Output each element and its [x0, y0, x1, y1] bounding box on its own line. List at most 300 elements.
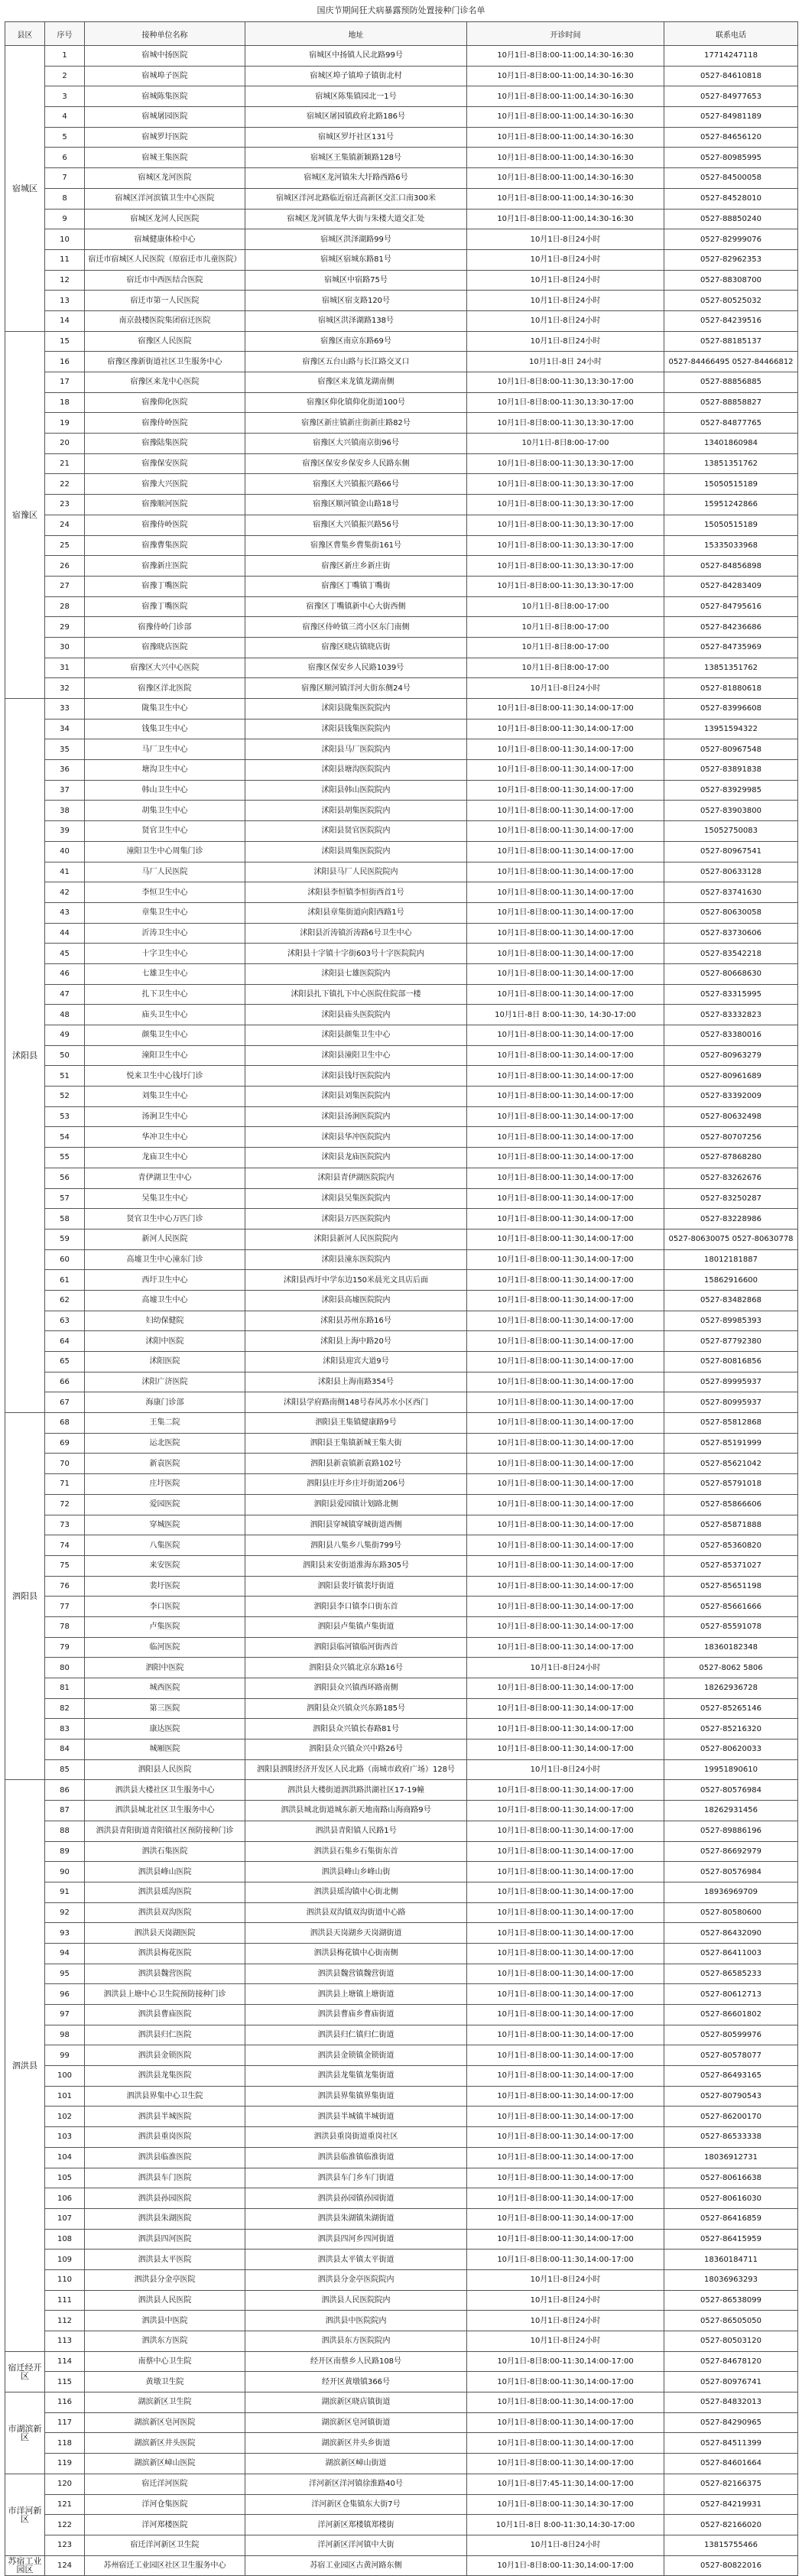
table-row [5, 1698, 798, 1719]
row-number: 111 [45, 2290, 85, 2311]
row-number: 5 [45, 127, 85, 148]
clinic-phone: 0527-83929985 [664, 780, 798, 801]
clinic-phone: 0527-80967541 [664, 841, 798, 862]
row-number: 50 [45, 1045, 85, 1066]
clinic-hours: 10月1日-8日8:00-11:30,14:00-17:00 [467, 923, 664, 944]
clinic-phone: 0527-88185137 [664, 331, 798, 352]
clinic-address: 泗洪县天岗湖乡天岗湖街道 [245, 1923, 467, 1944]
clinic-phone: 0527-80578077 [664, 2045, 798, 2066]
clinic-address: 泗阳县众兴镇众兴中路26号 [245, 1740, 467, 1760]
row-number: 29 [45, 617, 85, 638]
clinic-hours: 10月1日-8日8:00-11:30,14:00-17:00 [467, 2066, 664, 2087]
clinic-hours: 10月1日-8日8:00-11:30,13:30-17:00 [467, 495, 664, 515]
clinic-address: 苏宿工业园区古黄河路东侧 [245, 2555, 467, 2576]
clinic-name: 李口医院 [85, 1597, 245, 1617]
clinic-name: 泗洪县曹庙医院 [85, 2005, 245, 2025]
row-number: 63 [45, 1311, 85, 1331]
row-number: 103 [45, 2127, 85, 2148]
clinic-hours: 10月1日-8日8:00-11:00,14:30-16:30 [467, 168, 664, 189]
clinic-name: 泗洪县城北社区卫生服务中心 [85, 1801, 245, 1821]
clinic-name: 宿迁洋河医院 [85, 2474, 245, 2494]
table-row [5, 1862, 798, 1882]
clinic-name: 湖滨新区卫生院 [85, 2392, 245, 2413]
table-row [5, 2331, 798, 2352]
clinic-phone: 0527-89995937 [664, 1372, 798, 1392]
clinic-phone: 0527-83315995 [664, 984, 798, 1005]
row-number: 42 [45, 882, 85, 903]
clinic-address: 泗洪县太平镇太平街道 [245, 2250, 467, 2270]
row-number: 80 [45, 1658, 85, 1678]
clinic-name: 泗洪县归仁医院 [85, 2025, 245, 2045]
row-number: 120 [45, 2474, 85, 2494]
clinic-name: 城厢医院 [85, 1740, 245, 1760]
table-row [5, 1127, 798, 1148]
clinic-phone: 0527-83996608 [664, 699, 798, 720]
clinic-phone: 0527-87868280 [664, 1148, 798, 1168]
clinic-phone: 0527-89985393 [664, 1311, 798, 1331]
clinic-name: 临河医院 [85, 1637, 245, 1658]
clinic-hours: 10月1日-8日8:00-11:30,13:30-17:00 [467, 576, 664, 596]
table-row [5, 2005, 798, 2025]
clinic-hours: 10月1日-8日8:00-11:30,14:00-17:00 [467, 1270, 664, 1291]
clinic-phone: 0527-81880618 [664, 678, 798, 699]
clinic-name: 刘集卫生中心 [85, 1087, 245, 1107]
table-row [5, 1964, 798, 1984]
row-number: 109 [45, 2250, 85, 2270]
table-row [5, 434, 798, 454]
clinic-name: 贤官卫生中心 [85, 821, 245, 842]
clinic-name: 泗洪县中医院 [85, 2311, 245, 2331]
clinic-phone: 0527-83392009 [664, 1087, 798, 1107]
clinic-address: 沭阳县七雄医院院内 [245, 963, 467, 984]
row-number: 72 [45, 1494, 85, 1515]
clinic-hours: 10月1日-8日24小时 [467, 291, 664, 311]
clinic-name: 宿豫顺河医院 [85, 495, 245, 515]
clinic-hours: 10月1日-8日8:00-11:30,14:00-17:00 [467, 1045, 664, 1066]
clinic-name: 泗阳县人民医院 [85, 1759, 245, 1780]
clinic-address: 沭阳县潼阳卫生中心 [245, 1045, 467, 1066]
clinic-phone: 0527-85791018 [664, 1474, 798, 1495]
clinic-hours: 10月1日-8日8:00-11:30,14:00-17:00 [467, 944, 664, 964]
table-row [5, 2290, 798, 2311]
clinic-name: 宿豫侍岭门诊部 [85, 617, 245, 638]
clinic-address: 沭阳县十字镇十字街603号十字医院院内 [245, 944, 467, 964]
clinic-phone: 0527-84511399 [664, 2433, 798, 2454]
clinic-name: 湖滨新区井头医院 [85, 2433, 245, 2454]
row-number: 71 [45, 1474, 85, 1495]
clinic-name: 黄墩卫生院 [85, 2372, 245, 2392]
table-row [5, 413, 798, 434]
clinic-hours: 10月1日-8日8:00-11:30,14:30-17:00 [467, 2494, 664, 2515]
clinic-phone: 0527-85621042 [664, 1454, 798, 1474]
clinic-phone: 0527-80576984 [664, 1862, 798, 1882]
clinic-name: 悦来卫生中心钱圩门诊 [85, 1066, 245, 1087]
clinic-address: 宿豫区顺河镇洋河大街东侧24号 [245, 678, 467, 699]
table-row [5, 1454, 798, 1474]
clinic-hours: 10月1日-8日8:00-11:30,14:00-17:00 [467, 1209, 664, 1230]
clinic-address: 宿豫区顺河镇金山路18号 [245, 495, 467, 515]
clinic-phone: 0527-80632498 [664, 1106, 798, 1127]
clinic-address: 宿城区陈集镇园北一1号 [245, 86, 467, 107]
clinic-name: 泗洪县临淮医院 [85, 2147, 245, 2168]
clinic-name: 颜集卫生中心 [85, 1025, 245, 1046]
clinic-address: 泗洪县青阳镇人民路1号 [245, 1821, 467, 1841]
clinic-phone: 0527-85661666 [664, 1597, 798, 1617]
row-number: 104 [45, 2147, 85, 2168]
clinic-phone: 15050515189 [664, 515, 798, 535]
clinic-phone: 0527-80599976 [664, 2025, 798, 2045]
clinic-phone: 0527-86416859 [664, 2208, 798, 2229]
table-row [5, 46, 798, 67]
table-row [5, 1087, 798, 1107]
table-row [5, 1555, 798, 1576]
row-number: 99 [45, 2045, 85, 2066]
clinic-name: 吴集卫生中心 [85, 1188, 245, 1209]
clinic-phone: 0527-86601802 [664, 2005, 798, 2025]
clinic-address: 宿豫区侍岭镇三湾小区东门南侧 [245, 617, 467, 638]
clinic-name: 泗阳中医院 [85, 1658, 245, 1678]
row-number: 108 [45, 2229, 85, 2250]
clinic-hours: 10月1日-8日8:00-11:30,14:00-17:00 [467, 2372, 664, 2392]
clinic-hours: 10月1日-8日8:00-11:30,14:00-17:00 [467, 2188, 664, 2209]
clinic-phone: 0527-84832013 [664, 2392, 798, 2413]
row-number: 67 [45, 1392, 85, 1413]
row-number: 41 [45, 862, 85, 882]
clinic-hours: 10月1日-8日8:00-11:00,14:30-16:30 [467, 66, 664, 86]
table-row [5, 658, 798, 678]
clinic-name: 沭阳广济医院 [85, 1372, 245, 1392]
table-row [5, 678, 798, 699]
clinic-name: 沭阳医院 [85, 1352, 245, 1372]
row-number: 28 [45, 596, 85, 617]
clinic-address: 泗洪县大楼街道泗洪路洪湖社区17-19幢 [245, 1780, 467, 1801]
table-row [5, 1168, 798, 1188]
table-row [5, 617, 798, 638]
table-row [5, 1597, 798, 1617]
table-row [5, 1984, 798, 2005]
clinic-name: 西圩卫生中心 [85, 1270, 245, 1291]
clinic-phone: 0527-86505050 [664, 2311, 798, 2331]
clinic-address: 泗洪县石集乡石集街东首 [245, 1841, 467, 1862]
table-row [5, 2311, 798, 2331]
row-number: 58 [45, 1209, 85, 1230]
clinic-name: 康达医院 [85, 1719, 245, 1740]
clinic-address: 泗阳县八集乡八集街799号 [245, 1535, 467, 1556]
clinic-phone: 17714247118 [664, 46, 798, 67]
clinic-name: 宿城区龙河人民医院 [85, 209, 245, 229]
clinic-address: 宿城区王集镇新颖路128号 [245, 148, 467, 168]
clinic-phone: 0527-80995937 [664, 1392, 798, 1413]
table-row [5, 2392, 798, 2413]
clinic-address: 宿城区宿城东路81号 [245, 249, 467, 270]
table-row [5, 2535, 798, 2555]
table-row [5, 495, 798, 515]
table-row [5, 576, 798, 596]
table-row [5, 739, 798, 760]
clinic-hours: 10月1日-8日24小时 [467, 249, 664, 270]
clinic-hours: 10月1日-8日8:00-11:30,14:00-17:00 [467, 963, 664, 984]
clinic-phone: 0527-80707256 [664, 1127, 798, 1148]
table-row [5, 2269, 798, 2290]
row-number: 81 [45, 1678, 85, 1699]
clinic-hours: 10月1日-8日8:00-11:30,14:00-17:00 [467, 1311, 664, 1331]
clinic-hours: 10月1日-8日24小时 [467, 331, 664, 352]
clinic-hours: 10月1日-8日8:00-11:30,14:00-17:00 [467, 1535, 664, 1556]
clinic-name: 宿迁市中西医结合医院 [85, 270, 245, 291]
row-number: 94 [45, 1943, 85, 1964]
clinic-hours: 10月1日-8日8:00-11:30,14:00-17:00 [467, 2208, 664, 2229]
clinic-phone: 0527-80576984 [664, 1780, 798, 1801]
row-number: 123 [45, 2535, 85, 2555]
clinic-hours: 10月1日-8日8:00-11:30,14:00-17:00 [467, 1698, 664, 1719]
clinic-hours: 10月1日-8日24小时 [467, 1658, 664, 1678]
clinic-address: 宿豫区仰化镇仰化街道100号 [245, 392, 467, 413]
clinic-hours: 10月1日-8日8:00-11:30,14:00-17:00 [467, 841, 664, 862]
clinic-hours: 10月1日-8日8:00-11:30,14:00-17:00 [467, 760, 664, 781]
clinic-address: 沭阳县颜集卫生中心 [245, 1025, 467, 1046]
clinic-name: 塘沟卫生中心 [85, 760, 245, 781]
row-number: 75 [45, 1555, 85, 1576]
clinic-hours: 10月1日-8日8:00-11:30,14:00-17:00 [467, 2392, 664, 2413]
clinic-address: 沭阳县李恒镇李恒街西首1号 [245, 882, 467, 903]
clinic-hours: 10月1日-8日8:00-11:30,14:00-17:00 [467, 2250, 664, 2270]
clinic-hours: 10月1日-8日8:00-11:30,14:00-17:00 [467, 2555, 664, 2576]
row-number: 91 [45, 1882, 85, 1902]
row-number: 60 [45, 1249, 85, 1270]
clinic-hours: 10月1日-8日8:00-17:00 [467, 658, 664, 678]
table-row [5, 2412, 798, 2433]
clinic-name: 宿豫保安医院 [85, 453, 245, 474]
clinic-phone: 0527-80620033 [664, 1740, 798, 1760]
clinic-phone: 0527-80967548 [664, 739, 798, 760]
clinic-phone: 0527-80503120 [664, 2331, 798, 2352]
row-number: 47 [45, 984, 85, 1005]
county-cell: 苏宿工业园区 [5, 2555, 45, 2576]
clinic-phone: 0527-80985995 [664, 148, 798, 168]
clinic-name: 宿城健康体检中心 [85, 229, 245, 250]
clinic-address: 沭阳县章集街道向阳西路1号 [245, 902, 467, 923]
clinic-name: 八集医院 [85, 1535, 245, 1556]
clinic-address: 宿豫区新庄镇新庄街新庄路82号 [245, 413, 467, 434]
clinic-name: 海康门诊部 [85, 1392, 245, 1413]
clinic-phone: 0527-84656120 [664, 127, 798, 148]
clinic-address: 洋河新区洋河镇徐淮路40号 [245, 2474, 467, 2494]
clinic-phone: 0527-85812868 [664, 1413, 798, 1434]
row-number: 78 [45, 1616, 85, 1637]
clinic-name: 苏州宿迁工业园区社区卫生服务中心 [85, 2555, 245, 2576]
clinic-hours: 10月1日-8日8:00-11:30,14:00-17:00 [467, 1494, 664, 1515]
clinic-phone: 0527-82166020 [664, 2515, 798, 2535]
county-cell: 市洋河新区 [5, 2474, 45, 2555]
row-number: 84 [45, 1740, 85, 1760]
clinic-address: 泗洪县临淮镇临淮街道 [245, 2147, 467, 2168]
clinic-phone: 0527-80816856 [664, 1352, 798, 1372]
row-number: 52 [45, 1087, 85, 1107]
clinic-hours: 10月1日-8日8:00-11:30,14:00-17:00 [467, 1454, 664, 1474]
clinic-name: 沂涛卫生中心 [85, 923, 245, 944]
clinic-name: 泗洪县四河医院 [85, 2229, 245, 2250]
clinic-address: 沭阳县贤官医院院内 [245, 821, 467, 842]
clinic-name: 宿迁市宿城区人民医院（原宿迁市儿童医院） [85, 249, 245, 270]
clinic-address: 沭阳县吴集医院院内 [245, 1188, 467, 1209]
table-row [5, 1331, 798, 1352]
table-row [5, 310, 798, 331]
clinic-phone: 18360182348 [664, 1637, 798, 1658]
clinic-address: 宿城区中宿路75号 [245, 270, 467, 291]
clinic-hours: 10月1日-8日8:00-17:00 [467, 596, 664, 617]
county-cell: 宿豫区 [5, 331, 45, 698]
clinic-name: 泗洪东方医院 [85, 2331, 245, 2352]
clinic-address: 沭阳县马厂人民医院院内 [245, 862, 467, 882]
clinic-address: 经开区黄墩镇366号 [245, 2372, 467, 2392]
clinic-address: 宿城区洪泽湖路138号 [245, 310, 467, 331]
clinic-hours: 10月1日-8日8:00-11:30,14:00-17:00 [467, 1331, 664, 1352]
clinic-hours: 10月1日-8日 8:00-11:30, 14:30-17:00 [467, 1005, 664, 1025]
clinic-phone: 0527-80580600 [664, 1902, 798, 1923]
row-number: 8 [45, 188, 85, 209]
clinic-address: 泗洪县分金亭医院院内 [245, 2269, 467, 2290]
table-row [5, 1433, 798, 1454]
clinic-phone: 0527-80976741 [664, 2372, 798, 2392]
clinic-name: 宿城王集医院 [85, 148, 245, 168]
clinic-hours: 10月1日-8日8:00-11:30,14:00-17:00 [467, 1290, 664, 1311]
row-number: 37 [45, 780, 85, 801]
row-number: 83 [45, 1719, 85, 1740]
table-row [5, 801, 798, 821]
clinic-address: 泗洪县孙园镇孙园街道 [245, 2188, 467, 2209]
clinic-phone: 0527-83332823 [664, 1005, 798, 1025]
table-row [5, 637, 798, 658]
clinic-phone: 15951242866 [664, 495, 798, 515]
row-number: 21 [45, 453, 85, 474]
clinic-name: 宿城埠子医院 [85, 66, 245, 86]
clinic-address: 沭阳县钱圩医院院内 [245, 1066, 467, 1087]
clinic-phone: 0527-84856898 [664, 556, 798, 577]
clinic-name: 宿豫陆集医院 [85, 434, 245, 454]
header-address: 地址 [245, 22, 467, 46]
clinic-hours: 10月1日-8日8:00-11:30,14:00-17:00 [467, 1555, 664, 1576]
clinic-address: 泗阳县新袁镇新袁路102号 [245, 1454, 467, 1474]
clinic-address: 泗洪县双沟镇双沟街道中心路 [245, 1902, 467, 1923]
clinic-hours: 10月1日-8日8:00-11:30,14:00-17:00 [467, 1168, 664, 1188]
table-row [5, 2555, 798, 2576]
clinic-name: 华冲卫生中心 [85, 1127, 245, 1148]
clinic-phone: 0527-89886196 [664, 1821, 798, 1841]
clinic-phone: 0527-84977653 [664, 86, 798, 107]
table-row [5, 882, 798, 903]
clinic-hours: 10月1日-8日8:00-11:30,14:00-17:00 [467, 1249, 664, 1270]
clinic-name: 泗洪县金锁医院 [85, 2045, 245, 2066]
clinic-hours: 10月1日-8日8:00-11:30,14:00-17:00 [467, 1923, 664, 1944]
table-row [5, 2066, 798, 2087]
clinic-hours: 10月1日-8日8:00-11:30,14:00-17:00 [467, 2086, 664, 2107]
row-number: 4 [45, 107, 85, 128]
table-row [5, 535, 798, 556]
clinic-name: 宿迁洋河新区卫生院 [85, 2535, 245, 2555]
clinic-name: 泗洪县魏营医院 [85, 1964, 245, 1984]
clinic-name: 宿豫区豫新街道社区卫生服务中心 [85, 352, 245, 372]
clinic-name: 高墟卫生中心 [85, 1290, 245, 1311]
clinic-phone: 0527-84528010 [664, 188, 798, 209]
clinic-address: 泗洪县朱湖镇朱湖街道 [245, 2208, 467, 2229]
clinic-address: 泗阳县李口镇李口街东首 [245, 1597, 467, 1617]
clinic-phone: 0527-83730606 [664, 923, 798, 944]
clinic-hours: 10月1日-8日8:00-17:00 [467, 637, 664, 658]
clinic-phone: 0527-85265146 [664, 1698, 798, 1719]
row-number: 34 [45, 719, 85, 739]
table-row [5, 1352, 798, 1372]
header-no: 序号 [45, 22, 85, 46]
clinic-phone: 0527-83380016 [664, 1025, 798, 1046]
table-row [5, 107, 798, 128]
table-row [5, 1249, 798, 1270]
clinic-hours: 10月1日-8日8:00-11:30,14:00-17:00 [467, 1984, 664, 2005]
clinic-phone: 0527-83542218 [664, 944, 798, 964]
table-row [5, 1740, 798, 1760]
row-number: 85 [45, 1759, 85, 1780]
clinic-address: 泗洪县东方医院院内 [245, 2331, 467, 2352]
table-row [5, 1658, 798, 1678]
clinic-address: 宿豫区来龙镇龙湖南侧 [245, 372, 467, 393]
clinic-address: 泗阳县泗阳经济开发区人民北路（南城市政府广场）128号 [245, 1759, 467, 1780]
row-number: 92 [45, 1902, 85, 1923]
row-number: 19 [45, 413, 85, 434]
row-number: 11 [45, 249, 85, 270]
table-row [5, 1719, 798, 1740]
clinic-hours: 10月1日-8日8:00-11:30,14:00-17:00 [467, 1413, 664, 1434]
clinic-address: 沭阳县上海中路20号 [245, 1331, 467, 1352]
row-number: 2 [45, 66, 85, 86]
clinic-address: 宿城区罗圩社区131号 [245, 127, 467, 148]
clinic-address: 泗阳县卢集镇卢集街道 [245, 1616, 467, 1637]
table-row [5, 2127, 798, 2148]
clinic-name: 妇幼保健院 [85, 1311, 245, 1331]
clinic-hours: 10月1日-8日8:00-11:30,14:00-17:00 [467, 2168, 664, 2188]
row-number: 15 [45, 331, 85, 352]
row-number: 36 [45, 760, 85, 781]
row-number: 55 [45, 1148, 85, 1168]
table-row [5, 1148, 798, 1168]
clinic-phone: 0527-85191999 [664, 1433, 798, 1454]
clinic-phone: 0527-83262676 [664, 1168, 798, 1188]
clinic-address: 宿豫区保安乡人民路1039号 [245, 658, 467, 678]
clinic-address: 宿城区屠园镇政府北路186号 [245, 107, 467, 128]
clinic-hours: 10月1日-8日8:00-11:30,13:30-17:00 [467, 515, 664, 535]
clinic-address: 宿豫区南京东路69号 [245, 331, 467, 352]
clinic-hours: 10月1日-8日8:00-17:00 [467, 434, 664, 454]
clinic-address: 泗洪县界集镇界集街道 [245, 2086, 467, 2107]
clinic-address: 泗洪县半城镇半城街道 [245, 2107, 467, 2127]
clinic-hours: 10月1日-8日8:00-11:30,14:00-17:00 [467, 1433, 664, 1454]
clinic-phone: 18936969709 [664, 1882, 798, 1902]
clinic-phone: 0527-86692979 [664, 1841, 798, 1862]
table-row [5, 392, 798, 413]
clinic-hours: 10月1日-8日8:00-11:30,14:00-17:00 [467, 1066, 664, 1087]
row-number: 7 [45, 168, 85, 189]
clinic-hours: 10月1日-8日8:00-11:30,14:00-17:00 [467, 2147, 664, 2168]
clinic-name: 胡集卫生中心 [85, 801, 245, 821]
clinic-hours: 10月1日-8日8:00-11:30,14:00-17:00 [467, 699, 664, 720]
clinic-address: 宿城区洋河北路临近宿迁高新区交汇口南300米 [245, 188, 467, 209]
clinic-address: 泗洪县中医院院内 [245, 2311, 467, 2331]
clinic-hours: 10月1日-8日8:00-11:30,14:00-17:00 [467, 2025, 664, 2045]
clinic-name: 龙庙卫生中心 [85, 1148, 245, 1168]
clinic-name: 宿豫侍岭医院 [85, 413, 245, 434]
clinic-name: 宿豫丁嘴医院 [85, 576, 245, 596]
row-number: 90 [45, 1862, 85, 1882]
clinic-phone: 18036963293 [664, 2269, 798, 2290]
clinic-hours: 10月1日-8日8:00-11:30,14:00-17:00 [467, 2412, 664, 2433]
